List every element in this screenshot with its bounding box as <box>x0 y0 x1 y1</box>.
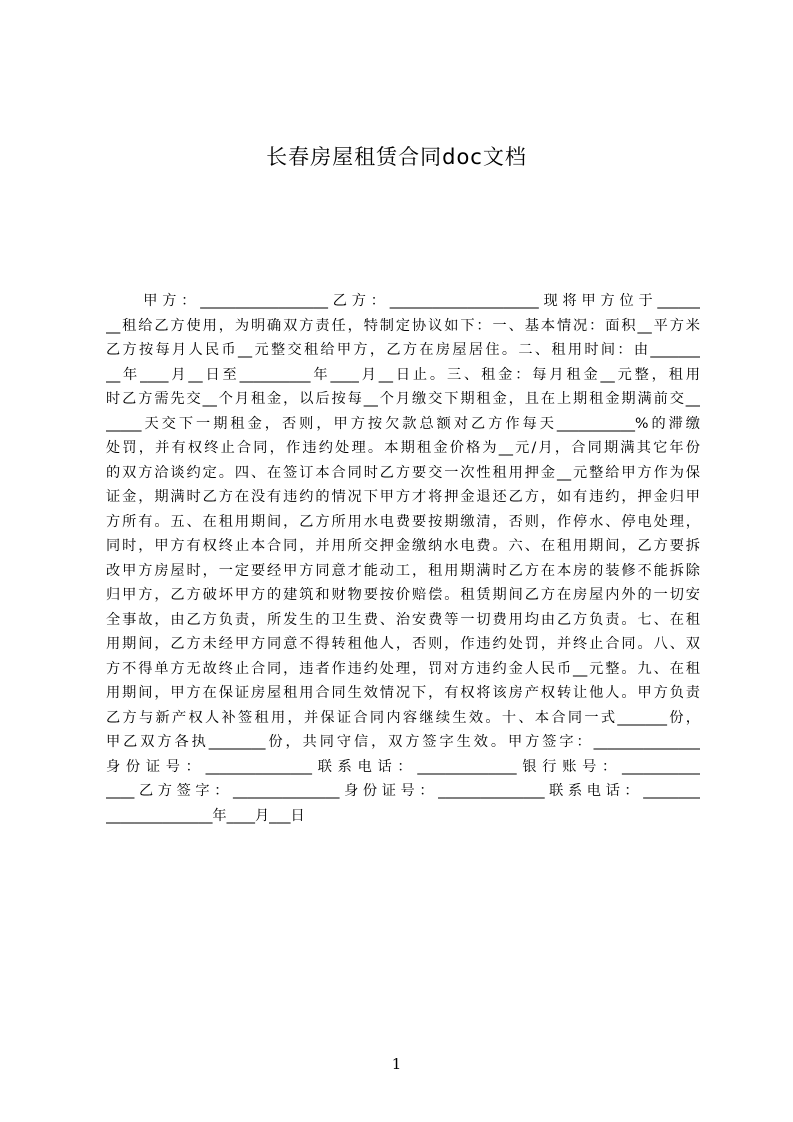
body-line: 方不得单方无故终止合同，违者作违约处理，罚对方违约金人民币__元整。九、在租 <box>106 660 700 677</box>
body-line: 时乙方需先交__个月租金，以后按每__个月缴交下期租金，且在上期租金期满前交__ <box>106 391 700 407</box>
body-line: 甲方：__________________乙方：_____________________现将甲方位于______ <box>106 293 700 309</box>
body-line: 归甲方，乙方破坏甲方的建筑和财物要按价赔偿。租赁期间乙方在房屋内外的一切安 <box>106 587 700 603</box>
body-line: 的双方洽谈约定。四、在签订本合同时乙方要交一次性租用押金__元整给甲方作为保 <box>106 464 700 481</box>
body-line: 改甲方房屋时，一定要经甲方同意才能动工，租用期满时乙方在本房的装修不能拆除 <box>106 562 700 579</box>
body-line: 甲乙双方各执________份，共同守信，双方签字生效。甲方签字：_______________ <box>106 734 700 750</box>
body-line: __租给乙方使用，为明确双方责任，特制定协议如下：一、基本情况：面积__平方米 <box>106 317 700 334</box>
body-line: 全事故，由乙方负责，所发生的卫生费、治安费等一切费用均由乙方负责。七、在租 <box>106 611 700 628</box>
body-line: 证金，期满时乙方在没有违约的情况下甲方才将押金退还乙方，如有违约，押金归甲 <box>106 489 700 505</box>
body-line: 处罚，并有权终止合同，作违约处理。本期租金价格为__元/月，合同期满其它年份 <box>106 440 700 456</box>
body-line: 同时，甲方有权终止本合同，并用所交押金缴纳水电费。六、在租用期间，乙方要拆 <box>106 538 700 554</box>
page-number: 1 <box>391 1055 402 1073</box>
document-title: 长春房屋租赁合同doc文档 <box>266 145 527 169</box>
body-line: __年____月__日至__________年____月__日止。三、租金：每月租金__元整，租用 <box>106 366 700 383</box>
contract-body <box>106 289 700 828</box>
body-line: _____天交下一期租金，否则，甲方按欠款总额对乙方作每天___________%的滞缴 <box>106 415 700 432</box>
body-line: 乙方与新产权人补签租用，并保证合同内容继续生效。十、本合同一式_______份， <box>106 709 700 726</box>
body-line: 方所有。五、在租用期间，乙方所用水电费要按期缴清，否则，作停水、停电处理， <box>106 513 700 530</box>
body-line: 用期间，乙方未经甲方同意不得转租他人，否则，作违约处罚，并终止合同。八、双 <box>106 636 700 652</box>
body-line: _______________年____月___日 <box>106 807 305 824</box>
body-line: 用期间，甲方在保证房屋租用合同生效情况下，有权将该房产权转让他人。甲方负责 <box>106 685 700 701</box>
body-line: 身份证号：_______________联系电话：______________银行账号：___________ <box>106 758 700 775</box>
body-line: 乙方按每月人民币__元整交租给甲方，乙方在房屋居住。二、租用时间：由_______ <box>106 342 700 358</box>
body-line: ____乙方签字：_______________身份证号：_______________联系电话：________ <box>106 783 700 799</box>
